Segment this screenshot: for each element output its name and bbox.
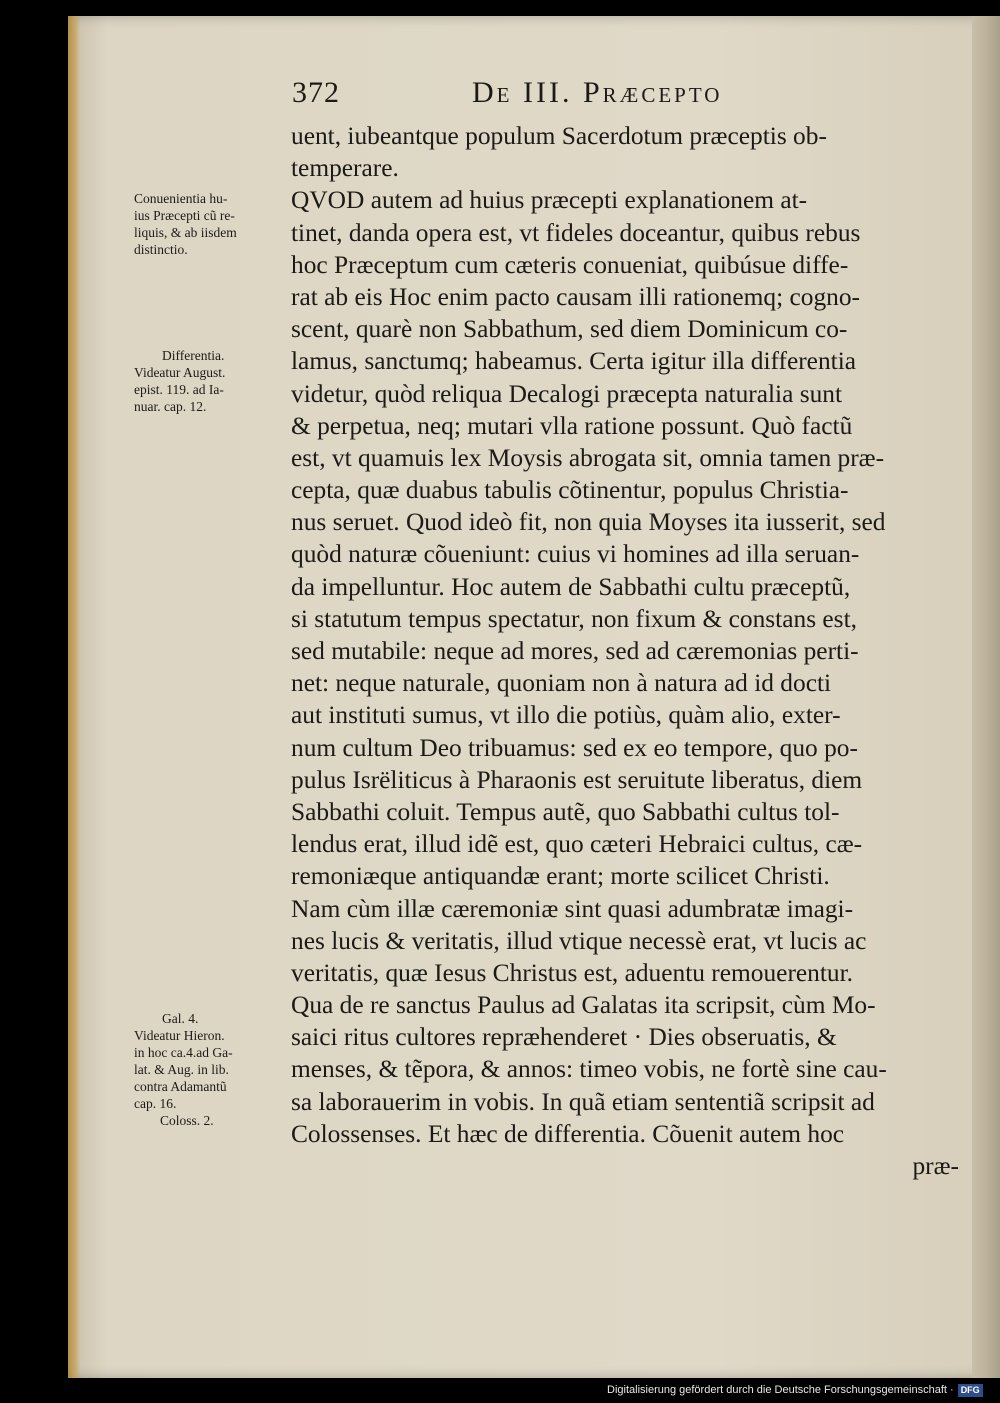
- text-line: Nam cùm illæ cæremoniæ sint quasi adumbratæ imagi-: [291, 894, 854, 923]
- page-stack-edge: [972, 16, 1000, 1378]
- text-line: aut instituti sumus, vt illo die potiùs, quàm alio, exter-: [291, 701, 841, 730]
- text-line: Qua de re sanctus Paulus ad Galatas ita scripsit, cùm Mo-: [291, 991, 876, 1020]
- text-line: si statutum tempus spectatur, non fixum & constans est,: [291, 604, 857, 633]
- text-line: remoniæque antiquandæ erant; morte scilicet Christi.: [291, 862, 830, 891]
- body-text: [291, 120, 971, 1182]
- catchword: præ-: [912, 1152, 959, 1180]
- text-line: est, vt quamuis lex Moysis abrogata sit, omnia tamen præ-: [291, 443, 885, 472]
- text-line: nus seruet. Quod ideò fit, non quia Moyses ita iusserit, sed: [291, 508, 886, 537]
- page-number: 372: [292, 76, 340, 109]
- text-line: rat ab eis Hoc enim pacto causam illi rationemq; cogno-: [291, 282, 860, 311]
- text-line: tinet, danda opera est, vt fideles doceantur, quibus rebus: [291, 218, 861, 247]
- digitization-credit: [607, 1384, 987, 1400]
- text-line: uent, iubeantque populum Sacerdotum præceptis ob-: [291, 122, 827, 150]
- text-line: da impelluntur. Hoc autem de Sabbathi cultu præceptũ,: [291, 572, 851, 601]
- credit-text: Digitalisierung gefördert durch die Deutsche Forschungsgemeinschaft ·: [607, 1384, 954, 1396]
- text-line: net: neque naturale, quoniam non à natura ad id docti: [291, 669, 832, 698]
- page-header: [292, 76, 812, 112]
- text-line: num cultum Deo tribuamus: sed ex eo tempore, quo po-: [291, 733, 858, 762]
- text-line: lendus erat, illud idẽ est, quo cæteri Hebraici cultus, cæ-: [291, 830, 863, 859]
- text-line: QVOD autem ad huius præcepti explanationem at-: [291, 186, 808, 215]
- text-line: temperare.: [291, 154, 399, 183]
- margin-note-galatas: Gal. 4. Videatur Hieron. in hoc ca.4.ad Ga- lat. & Aug. in lib. contra Adamantũ cap. 16. Coloss. 2.: [134, 1011, 233, 1128]
- text-line: menses, & tẽpora, & annos: timeo vobis, ne fortè sine cau-: [291, 1055, 887, 1084]
- gilded-page-edge: [68, 16, 80, 1378]
- text-line: hoc Præceptum cum cæteris conueniat, quibúsue diffe-: [291, 250, 849, 279]
- text-line: quòd naturæ cõueniunt: cuius vi homines ad illa seruan-: [291, 540, 860, 569]
- text-line: Sabbathi coluit. Tempus autẽ, quo Sabbathi cultus tol-: [291, 797, 840, 826]
- running-title: De III. Præcepto: [472, 76, 723, 109]
- text-line: scent, quarè non Sabbathum, sed diem Dominicum co-: [291, 315, 848, 344]
- text-line: sa laborauerim in vobis. In quã etiam sententiã scripsit ad: [291, 1087, 875, 1116]
- text-line: pulus Isrëliticus à Pharaonis est seruitute liberatus, diem: [291, 765, 863, 794]
- text-line: saici ritus cultores repræhenderet · Dies obseruatis, &: [291, 1023, 837, 1052]
- text-line: & perpetua, neq; mutari vlla ratione possunt. Quò factũ: [291, 411, 853, 440]
- text-line: sed mutabile: neque ad mores, sed ad cæremonias perti-: [291, 637, 859, 665]
- dfg-logo: DFG: [958, 1384, 983, 1397]
- text-line: veritatis, quæ Iesus Christus est, aduentu remouerentur.: [291, 958, 854, 987]
- margin-note-conuenientia: Conuenientia hu- ius Præcepti cũ re- liquis, & ab iisdem distinctio.: [134, 191, 237, 257]
- text-line: lamus, sanctumq; habeamus. Certa igitur illa differentia: [291, 347, 857, 376]
- text-line: Colossenses. Et hæc de differentia. Cõuenit autem hoc: [291, 1119, 845, 1148]
- margin-note-differentia: Differentia. Videatur August. epist. 119. ad Ia- nuar. cap. 12.: [134, 348, 226, 414]
- text-line: nes lucis & veritatis, illud vtique necessè erat, vt lucis ac: [291, 926, 867, 955]
- text-line: videtur, quòd reliqua Decalogi præcepta naturalia sunt: [291, 379, 843, 408]
- text-line: cepta, quæ duabus tabulis cõtinentur, populus Christia-: [291, 476, 849, 505]
